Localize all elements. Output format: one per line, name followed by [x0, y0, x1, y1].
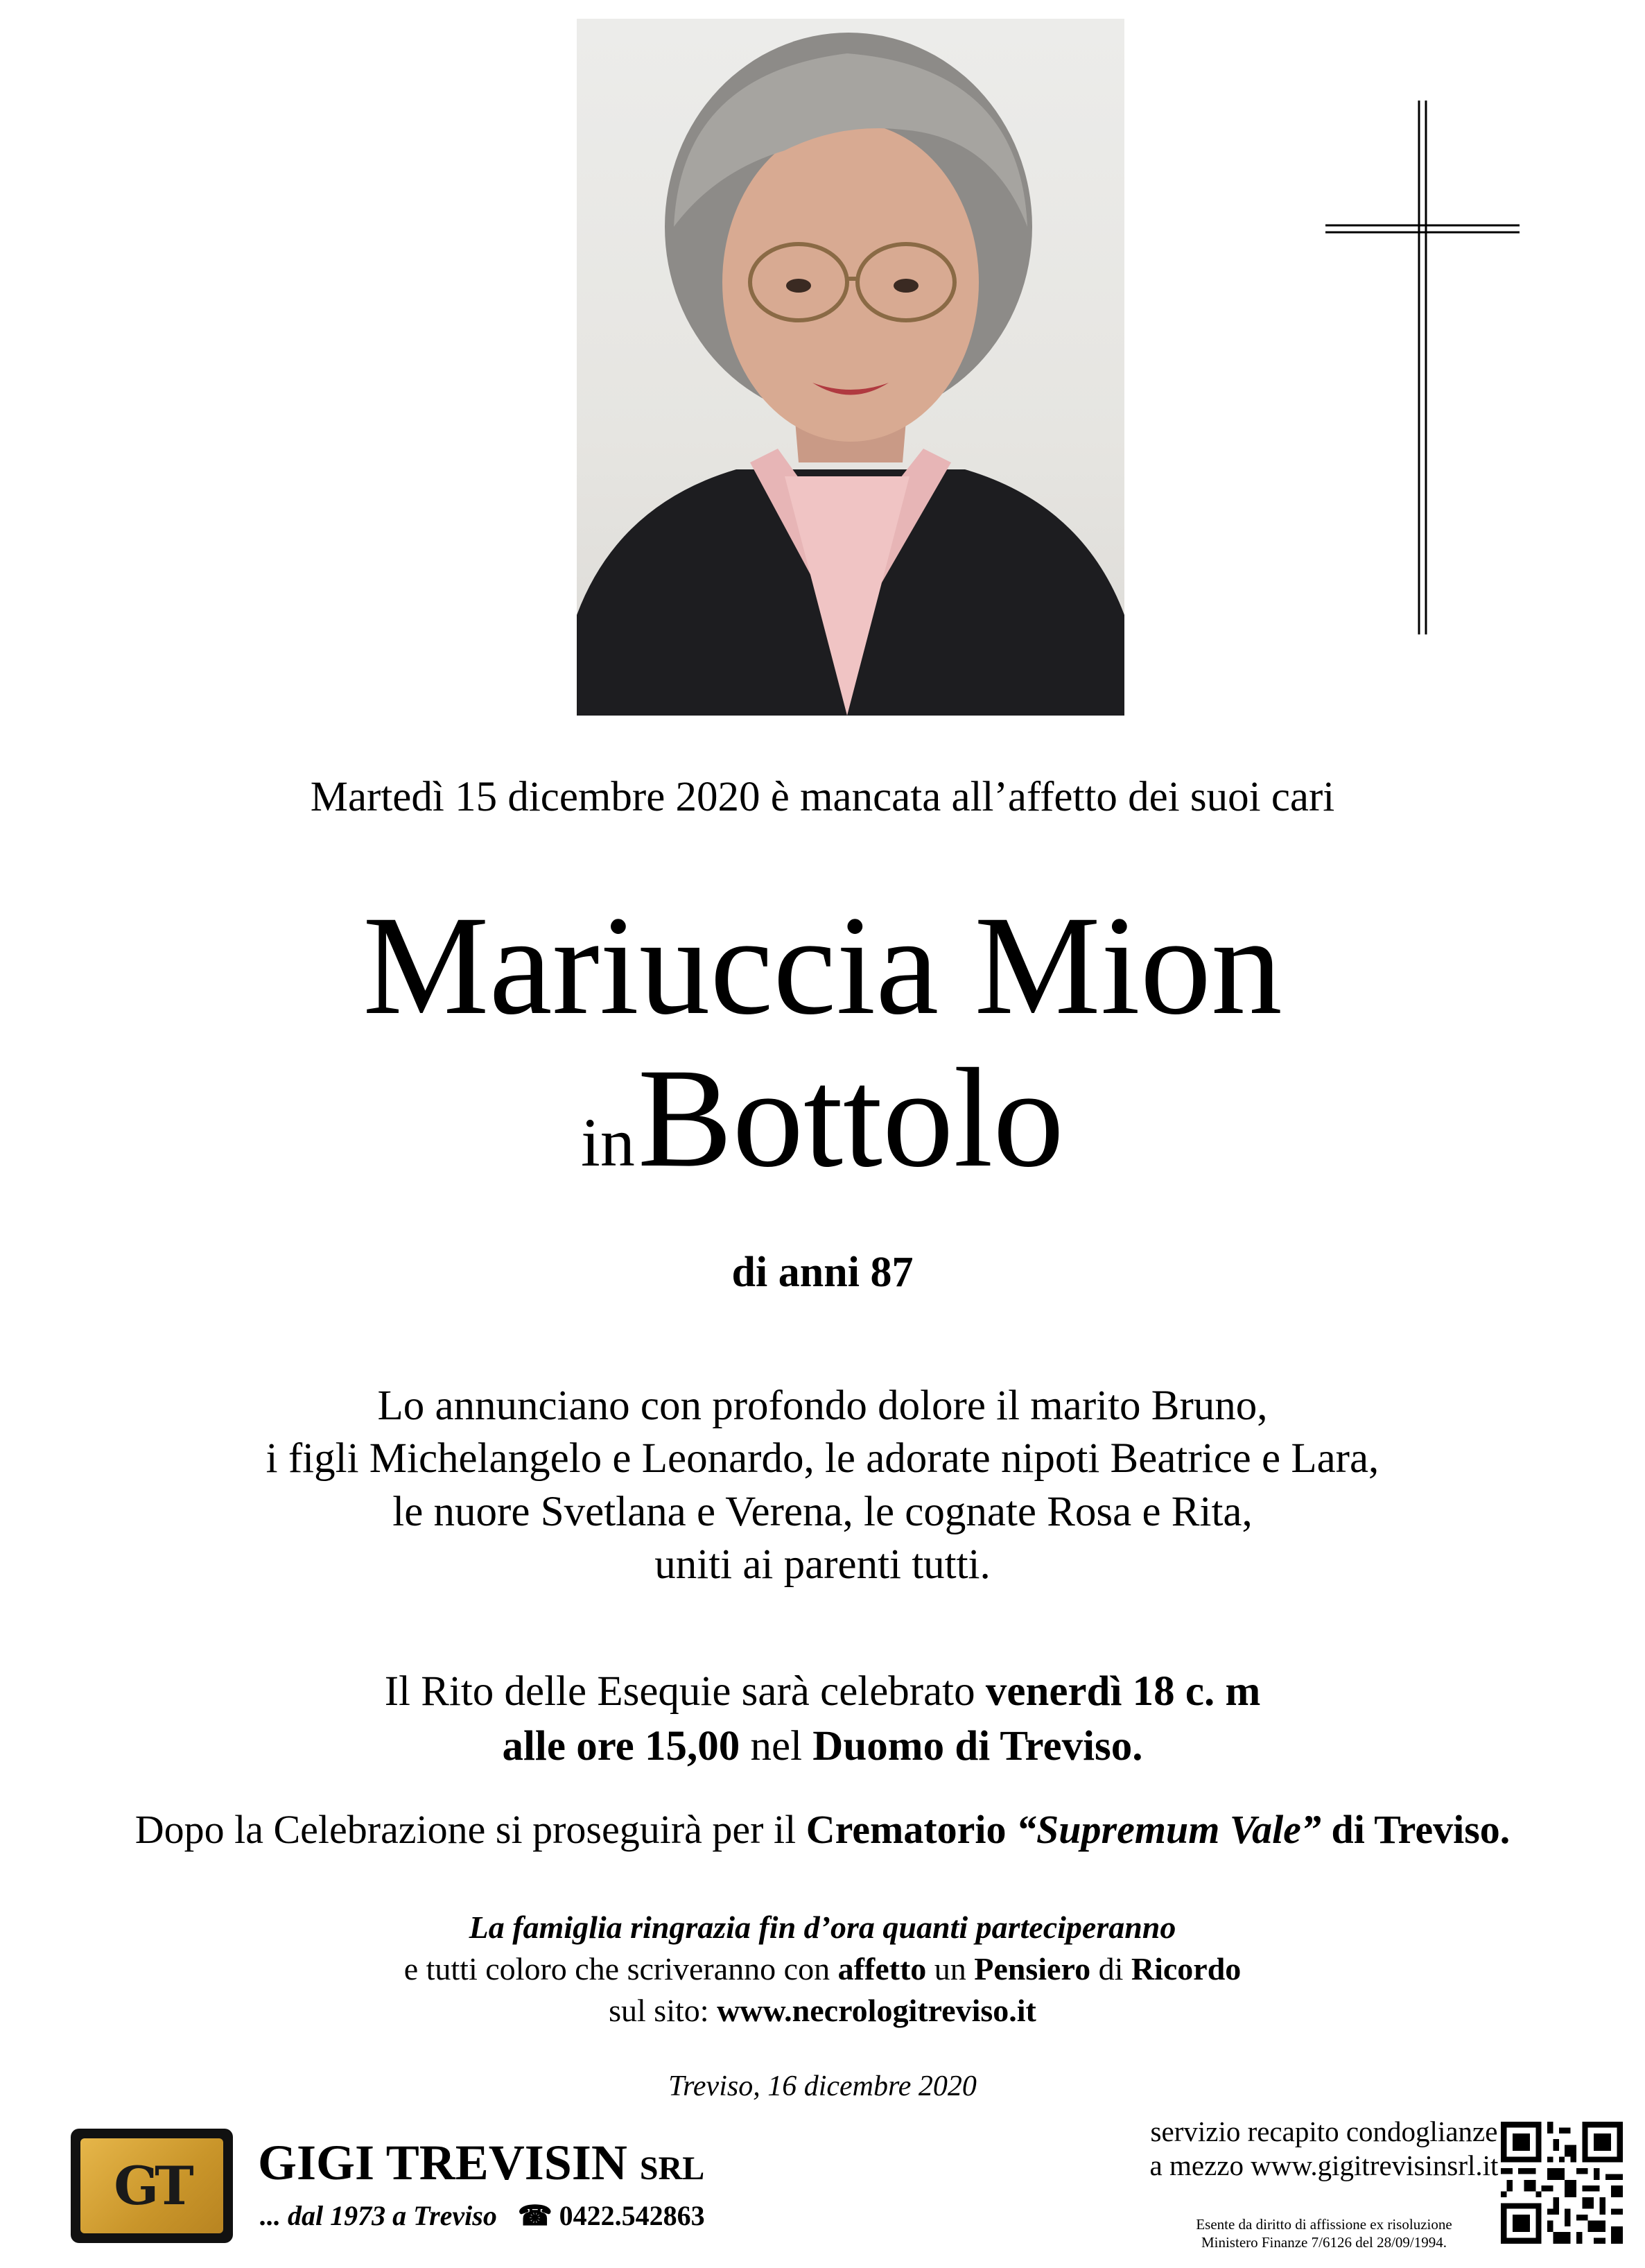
exemption-line-1: Esente da diritto di affissione ex risoluzione: [1196, 2216, 1452, 2233]
crematorium-name: “Supremum Vale”: [1016, 1807, 1321, 1852]
thanks-pensiero: Pensiero: [974, 1950, 1091, 1986]
intro-text: Martedì 15 dicembre 2020 è mancata all’affetto dei suoi cari: [310, 774, 1335, 820]
cremation-text: [0, 1806, 1645, 1853]
age-text: di anni 87: [731, 1249, 914, 1296]
thanks-block: [0, 1907, 1645, 2031]
logo-monogram: GT: [80, 2138, 223, 2233]
thanks-line-1: La famiglia ringrazia fin d’ora quanti parteciperanno: [469, 1910, 1176, 1945]
rite-place: Duomo di Treviso.: [812, 1723, 1143, 1770]
married-surname: Bottolo: [637, 1039, 1064, 1197]
necrology-site-link[interactable]: www.necrologitreviso.it: [717, 1992, 1036, 2028]
crematorium-city: di Treviso.: [1331, 1807, 1511, 1852]
announcement-line: le nuore Svetlana e Verena, le cognate Rosa e Rita,: [392, 1488, 1253, 1535]
announcement-line: Lo annunciano con profondo dolore il marito Bruno,: [377, 1383, 1268, 1429]
announcement-line: i figli Michelangelo e Leonardo, le adorate nipoti Beatrice e Lara,: [266, 1435, 1379, 1482]
company-name-text: GIGI TREVISIN: [258, 2135, 627, 2190]
thanks-site-label: sul sito:: [609, 1992, 709, 2028]
phone-icon: ☎: [517, 2200, 552, 2231]
portrait-photo: [577, 19, 1124, 716]
thanks-affetto: affetto: [837, 1950, 927, 1986]
exemption-line-2: Ministero Finanze 7/6126 del 28/09/1994.: [1201, 2234, 1447, 2251]
cross-icon: [1325, 101, 1520, 634]
exemption-note: [1081, 2215, 1567, 2252]
thanks-ricordo: Ricordo: [1131, 1950, 1242, 1986]
married-name-prefix: in: [581, 1104, 635, 1181]
qr-code[interactable]: [1501, 2122, 1623, 2244]
company-suffix: SRL: [639, 2150, 705, 2187]
announcement-line: uniti ai parenti tutti.: [654, 1541, 991, 1588]
company-logo: [71, 2129, 233, 2243]
deceased-name: Mariuccia Mion: [363, 887, 1282, 1044]
announcement-block: [0, 1380, 1645, 1591]
condolence-service: [1081, 2115, 1567, 2183]
service-line-1: servizio recapito condoglianze: [1150, 2115, 1498, 2147]
company-since: ... dal 1973 a Treviso: [260, 2200, 497, 2231]
portrait-illustration: [577, 19, 1124, 716]
funeral-rite-block: [0, 1664, 1645, 1774]
rite-date: venerdì 18 c. m: [985, 1668, 1261, 1715]
company-phone: 0422.542863: [559, 2200, 705, 2231]
service-line-2: a mezzo www.gigitrevisinsrl.it: [1149, 2149, 1499, 2182]
company-tagline: [260, 2199, 705, 2232]
place-date: Treviso, 16 dicembre 2020: [668, 2070, 977, 2102]
thanks-text: di: [1098, 1950, 1124, 1986]
rite-text: Il Rito delle Esequie sarà celebrato: [384, 1668, 975, 1715]
thanks-text: un: [934, 1950, 966, 1986]
rite-time: alle ore 15,00: [502, 1723, 740, 1770]
married-name: [0, 1039, 1645, 1197]
cremation-text-1: Dopo la Celebrazione si proseguirà per il: [134, 1807, 797, 1852]
crematorium-label: Crematorio: [806, 1807, 1007, 1852]
thanks-text: e tutti coloro che scriveranno con: [403, 1950, 830, 1986]
rite-text-2: nel: [750, 1723, 803, 1770]
company-name: [258, 2134, 704, 2192]
